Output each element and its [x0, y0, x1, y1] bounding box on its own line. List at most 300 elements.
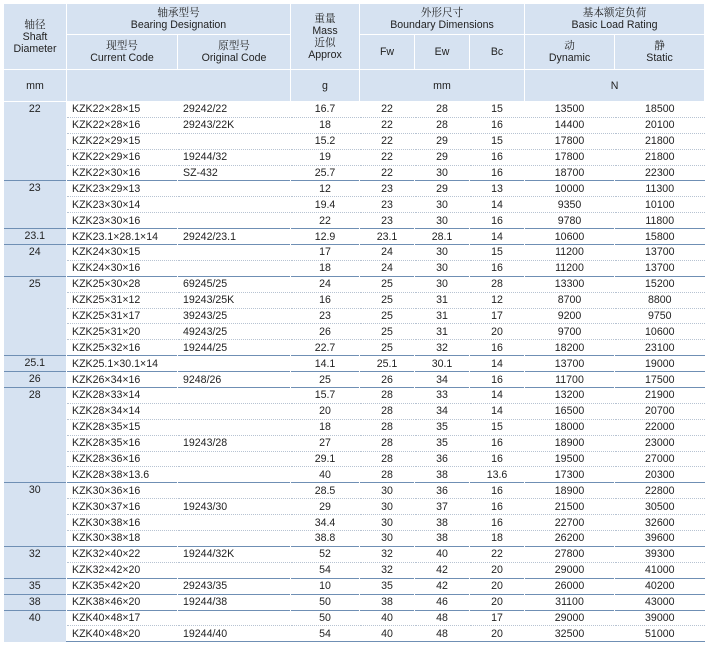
shaft-diameter-cell: 26 — [4, 372, 67, 388]
static-load-cell: 21800 — [615, 149, 705, 165]
table-row — [4, 467, 705, 483]
mass-cell: 29.1 — [291, 451, 360, 467]
table-row — [4, 276, 705, 292]
fw-cell: 30 — [360, 515, 415, 531]
current-code-cell: KZK25×31×20 — [67, 324, 178, 340]
bc-cell: 17 — [470, 610, 525, 626]
ew-cell: 42 — [415, 578, 470, 594]
dynamic-load-cell: 11700 — [525, 372, 615, 388]
dimensions-unit-header: mm — [360, 70, 525, 102]
bc-cell: 14 — [470, 388, 525, 404]
current-code-cell: KZK24×30×15 — [67, 245, 178, 261]
original-code-cell: 19243/30 — [178, 499, 291, 515]
ew-cell: 36 — [415, 451, 470, 467]
ew-cell: 29 — [415, 133, 470, 149]
bc-cell: 16 — [470, 213, 525, 229]
static-load-cell: 8800 — [615, 292, 705, 308]
mass-cell: 22 — [291, 213, 360, 229]
ew-cell: 30 — [415, 165, 470, 181]
fw-cell: 40 — [360, 610, 415, 626]
current-code-cell: KZK28×33×14 — [67, 388, 178, 404]
bc-cell: 16 — [470, 499, 525, 515]
table-row — [4, 515, 705, 531]
dynamic-load-cell: 29000 — [525, 562, 615, 578]
original-code-cell: 19244/32K — [178, 546, 291, 562]
bc-cell: 14 — [470, 229, 525, 245]
mass-cell: 19.4 — [291, 197, 360, 213]
current-code-cell: KZK26×34×16 — [67, 372, 178, 388]
current-code-cell: KZK22×28×16 — [67, 117, 178, 133]
static-load-cell: 11800 — [615, 213, 705, 229]
static-load-cell: 13700 — [615, 260, 705, 276]
ew-cell: 31 — [415, 324, 470, 340]
fw-cell: 28 — [360, 419, 415, 435]
ew-cell: 38 — [415, 515, 470, 531]
current-code-cell: KZK38×46×20 — [67, 594, 178, 610]
mass-cell: 54 — [291, 562, 360, 578]
dynamic-load-cell: 26000 — [525, 578, 615, 594]
original-code-cell — [178, 403, 291, 419]
original-code-cell — [178, 515, 291, 531]
dynamic-load-cell: 14400 — [525, 117, 615, 133]
bc-cell: 12 — [470, 292, 525, 308]
original-code-cell: 19244/32 — [178, 149, 291, 165]
mass-cell: 15.2 — [291, 133, 360, 149]
fw-cell: 28 — [360, 467, 415, 483]
ew-cell: 42 — [415, 562, 470, 578]
ew-cell: 30 — [415, 213, 470, 229]
ew-cell: 29 — [415, 149, 470, 165]
shaft-diameter-cell: 22 — [4, 102, 67, 181]
bc-cell: 16 — [470, 117, 525, 133]
mass-cell: 54 — [291, 626, 360, 642]
boundary-dimensions-header: 外形尺寸 Boundary Dimensions — [360, 4, 525, 35]
table-row — [4, 213, 705, 229]
current-code-cell: KZK25×32×16 — [67, 340, 178, 356]
bc-cell: 17 — [470, 308, 525, 324]
static-load-cell: 39300 — [615, 546, 705, 562]
ew-cell: 31 — [415, 292, 470, 308]
mass-cell: 34.4 — [291, 515, 360, 531]
table-row — [4, 229, 705, 245]
static-load-cell: 23100 — [615, 340, 705, 356]
current-code-cell: KZK23.1×28.1×14 — [67, 229, 178, 245]
mass-unit-header: g — [291, 70, 360, 102]
current-code-cell: KZK35×42×20 — [67, 578, 178, 594]
bc-cell: 16 — [470, 372, 525, 388]
original-code-cell: 39243/25 — [178, 308, 291, 324]
table-row — [4, 403, 705, 419]
original-code-cell: 49243/25 — [178, 324, 291, 340]
shaft-diameter-cell: 25 — [4, 276, 67, 355]
dynamic-load-cell: 13200 — [525, 388, 615, 404]
table-row — [4, 388, 705, 404]
dynamic-load-cell: 26200 — [525, 531, 615, 547]
static-load-cell: 41000 — [615, 562, 705, 578]
mass-header: 重量 Mass 近似 Approx — [291, 4, 360, 70]
static-load-cell: 13700 — [615, 245, 705, 261]
mass-cell: 38.8 — [291, 531, 360, 547]
original-code-cell — [178, 419, 291, 435]
bc-cell: 28 — [470, 276, 525, 292]
original-code-cell — [178, 451, 291, 467]
shaft-diameter-cell: 38 — [4, 594, 67, 610]
dynamic-load-cell: 9700 — [525, 324, 615, 340]
static-load-cell: 43000 — [615, 594, 705, 610]
bc-cell: 16 — [470, 451, 525, 467]
static-load-cell: 11300 — [615, 181, 705, 197]
original-code-cell: 29243/35 — [178, 578, 291, 594]
original-code-cell: SZ-432 — [178, 165, 291, 181]
dynamic-load-cell: 18000 — [525, 419, 615, 435]
shaft-diameter-cell: 35 — [4, 578, 67, 594]
mass-cell: 24 — [291, 276, 360, 292]
mass-cell: 25.7 — [291, 165, 360, 181]
static-load-cell: 23000 — [615, 435, 705, 451]
ew-cell: 34 — [415, 372, 470, 388]
original-code-cell — [178, 562, 291, 578]
dynamic-header: 动 Dynamic — [525, 35, 615, 70]
original-code-cell: 19244/38 — [178, 594, 291, 610]
static-load-cell: 10600 — [615, 324, 705, 340]
dynamic-load-cell: 16500 — [525, 403, 615, 419]
ew-cell: 35 — [415, 419, 470, 435]
fw-cell: 35 — [360, 578, 415, 594]
dynamic-load-cell: 9780 — [525, 213, 615, 229]
current-code-cell: KZK40×48×17 — [67, 610, 178, 626]
original-code-cell: 29242/23.1 — [178, 229, 291, 245]
original-code-cell — [178, 467, 291, 483]
bc-cell: 14 — [470, 197, 525, 213]
original-code-cell — [178, 531, 291, 547]
shaft-diameter-cell: 25.1 — [4, 356, 67, 372]
current-code-cell: KZK25×31×17 — [67, 308, 178, 324]
table-row — [4, 451, 705, 467]
table-body — [4, 102, 705, 642]
shaft-diameter-header: 轴径 Shaft Diameter — [4, 4, 67, 70]
shaft-diameter-cell: 28 — [4, 388, 67, 483]
static-load-cell: 15800 — [615, 229, 705, 245]
original-code-cell — [178, 610, 291, 626]
fw-cell: 38 — [360, 594, 415, 610]
dynamic-load-cell: 31100 — [525, 594, 615, 610]
mass-cell: 19 — [291, 149, 360, 165]
static-load-cell: 21900 — [615, 388, 705, 404]
fw-cell: 23 — [360, 181, 415, 197]
static-load-cell: 10100 — [615, 197, 705, 213]
mass-cell: 26 — [291, 324, 360, 340]
original-code-cell: 69245/25 — [178, 276, 291, 292]
shaft-diameter-cell: 30 — [4, 483, 67, 547]
dynamic-load-cell: 32500 — [525, 626, 615, 642]
fw-cell: 28 — [360, 403, 415, 419]
ew-cell: 28.1 — [415, 229, 470, 245]
original-code-cell — [178, 356, 291, 372]
mass-cell: 17 — [291, 245, 360, 261]
mass-cell: 27 — [291, 435, 360, 451]
mass-cell: 16.7 — [291, 102, 360, 118]
dynamic-load-cell: 9350 — [525, 197, 615, 213]
bearing-spec-table — [3, 3, 705, 642]
mass-cell: 28.5 — [291, 483, 360, 499]
fw-cell: 22 — [360, 102, 415, 118]
bc-cell: 16 — [470, 483, 525, 499]
dynamic-load-cell: 13700 — [525, 356, 615, 372]
bc-header: Bc — [470, 35, 525, 70]
dynamic-load-cell: 10000 — [525, 181, 615, 197]
original-code-cell — [178, 197, 291, 213]
static-load-cell: 9750 — [615, 308, 705, 324]
table-row — [4, 245, 705, 261]
bc-cell: 16 — [470, 435, 525, 451]
mass-cell: 16 — [291, 292, 360, 308]
ew-cell: 30 — [415, 245, 470, 261]
table-row — [4, 292, 705, 308]
table-row — [4, 102, 705, 118]
fw-cell: 30 — [360, 483, 415, 499]
ew-cell: 30 — [415, 197, 470, 213]
original-code-cell: 29243/22K — [178, 117, 291, 133]
original-code-cell — [178, 181, 291, 197]
ew-cell: 28 — [415, 102, 470, 118]
current-code-cell: KZK24×30×16 — [67, 260, 178, 276]
fw-cell: 25 — [360, 324, 415, 340]
current-code-cell: KZK32×40×22 — [67, 546, 178, 562]
dynamic-load-cell: 21500 — [525, 499, 615, 515]
mass-cell: 12 — [291, 181, 360, 197]
bearing-designation-header: 轴承型号 Bearing Designation — [67, 4, 291, 35]
table-row — [4, 531, 705, 547]
mass-cell: 23 — [291, 308, 360, 324]
bc-cell: 16 — [470, 260, 525, 276]
table-row — [4, 340, 705, 356]
original-code-cell — [178, 213, 291, 229]
fw-cell: 26 — [360, 372, 415, 388]
shaft-unit-header: mm — [4, 70, 67, 102]
table-row — [4, 578, 705, 594]
mass-cell: 40 — [291, 467, 360, 483]
bc-cell: 15 — [470, 245, 525, 261]
ew-cell: 33 — [415, 388, 470, 404]
bc-cell: 18 — [470, 531, 525, 547]
ew-cell: 38 — [415, 467, 470, 483]
fw-cell: 22 — [360, 165, 415, 181]
ew-cell: 30.1 — [415, 356, 470, 372]
original-code-cell — [178, 245, 291, 261]
dynamic-load-cell: 18700 — [525, 165, 615, 181]
ew-cell: 32 — [415, 340, 470, 356]
bc-cell: 20 — [470, 562, 525, 578]
bc-cell: 16 — [470, 149, 525, 165]
table-row — [4, 181, 705, 197]
table-row — [4, 626, 705, 642]
static-load-cell: 19000 — [615, 356, 705, 372]
ew-cell: 34 — [415, 403, 470, 419]
static-load-cell: 15200 — [615, 276, 705, 292]
dynamic-load-cell: 27800 — [525, 546, 615, 562]
mass-cell: 10 — [291, 578, 360, 594]
shaft-diameter-cell: 23.1 — [4, 229, 67, 245]
dynamic-load-cell: 17300 — [525, 467, 615, 483]
dynamic-load-cell: 17800 — [525, 133, 615, 149]
static-load-cell: 22000 — [615, 419, 705, 435]
mass-cell: 12.9 — [291, 229, 360, 245]
table-row — [4, 260, 705, 276]
original-code-cell: 29242/22 — [178, 102, 291, 118]
table-row — [4, 483, 705, 499]
shaft-diameter-cell: 40 — [4, 610, 67, 642]
fw-cell: 22 — [360, 149, 415, 165]
current-code-cell: KZK30×38×18 — [67, 531, 178, 547]
shaft-diameter-cell: 32 — [4, 546, 67, 578]
fw-cell: 32 — [360, 562, 415, 578]
original-code-cell — [178, 388, 291, 404]
mass-cell: 22.7 — [291, 340, 360, 356]
bc-cell: 13 — [470, 181, 525, 197]
fw-cell: 25 — [360, 308, 415, 324]
static-load-cell: 39600 — [615, 531, 705, 547]
mass-cell: 50 — [291, 610, 360, 626]
table-row — [4, 419, 705, 435]
static-load-cell: 22800 — [615, 483, 705, 499]
bc-cell: 16 — [470, 515, 525, 531]
bc-cell: 20 — [470, 626, 525, 642]
static-load-cell: 32600 — [615, 515, 705, 531]
current-code-cell: KZK22×29×16 — [67, 149, 178, 165]
bc-cell: 16 — [470, 340, 525, 356]
ew-cell: 38 — [415, 531, 470, 547]
dynamic-load-cell: 13500 — [525, 102, 615, 118]
static-load-cell: 30500 — [615, 499, 705, 515]
ew-cell: 30 — [415, 260, 470, 276]
current-code-cell: KZK28×34×14 — [67, 403, 178, 419]
table-row — [4, 372, 705, 388]
current-code-cell: KZK28×38×13.6 — [67, 467, 178, 483]
static-load-cell: 17500 — [615, 372, 705, 388]
dynamic-load-cell: 9200 — [525, 308, 615, 324]
shaft-diameter-cell: 24 — [4, 245, 67, 277]
fw-cell: 40 — [360, 626, 415, 642]
original-code-header: 原型号 Original Code — [178, 35, 291, 70]
bc-cell: 20 — [470, 324, 525, 340]
mass-cell: 15.7 — [291, 388, 360, 404]
table-row — [4, 546, 705, 562]
ew-header: Ew — [415, 35, 470, 70]
bc-cell: 16 — [470, 165, 525, 181]
static-load-cell: 18500 — [615, 102, 705, 118]
current-code-cell: KZK23×30×16 — [67, 213, 178, 229]
fw-cell: 24 — [360, 260, 415, 276]
fw-cell: 22 — [360, 117, 415, 133]
mass-cell: 18 — [291, 117, 360, 133]
current-code-cell: KZK25.1×30.1×14 — [67, 356, 178, 372]
fw-cell: 25.1 — [360, 356, 415, 372]
fw-cell: 32 — [360, 546, 415, 562]
original-code-cell: 19244/40 — [178, 626, 291, 642]
table-row — [4, 308, 705, 324]
current-code-cell: KZK28×35×16 — [67, 435, 178, 451]
mass-cell: 50 — [291, 594, 360, 610]
table-row — [4, 435, 705, 451]
fw-header: Fw — [360, 35, 415, 70]
static-header: 静 Static — [615, 35, 705, 70]
dynamic-load-cell: 18900 — [525, 483, 615, 499]
bc-cell: 15 — [470, 133, 525, 149]
fw-cell: 30 — [360, 499, 415, 515]
fw-cell: 23.1 — [360, 229, 415, 245]
bc-cell: 20 — [470, 578, 525, 594]
current-code-cell: KZK22×29×15 — [67, 133, 178, 149]
original-code-cell: 19243/25K — [178, 292, 291, 308]
bc-cell: 15 — [470, 419, 525, 435]
current-code-cell: KZK23×30×14 — [67, 197, 178, 213]
fw-cell: 28 — [360, 451, 415, 467]
fw-cell: 22 — [360, 133, 415, 149]
table-row — [4, 324, 705, 340]
mass-cell: 14.1 — [291, 356, 360, 372]
table-row — [4, 197, 705, 213]
ew-cell: 46 — [415, 594, 470, 610]
current-code-cell: KZK22×28×15 — [67, 102, 178, 118]
static-load-cell: 20300 — [615, 467, 705, 483]
dynamic-load-cell: 18200 — [525, 340, 615, 356]
current-code-cell: KZK40×48×20 — [67, 626, 178, 642]
static-load-cell: 21800 — [615, 133, 705, 149]
ew-cell: 40 — [415, 546, 470, 562]
fw-cell: 30 — [360, 531, 415, 547]
original-code-cell: 19244/25 — [178, 340, 291, 356]
ew-cell: 37 — [415, 499, 470, 515]
dynamic-load-cell: 11200 — [525, 260, 615, 276]
dynamic-load-cell: 29000 — [525, 610, 615, 626]
table-row — [4, 149, 705, 165]
table-row — [4, 562, 705, 578]
original-code-cell — [178, 483, 291, 499]
fw-cell: 25 — [360, 292, 415, 308]
dynamic-load-cell: 17800 — [525, 149, 615, 165]
dynamic-load-cell: 11200 — [525, 245, 615, 261]
bc-cell: 13.6 — [470, 467, 525, 483]
ew-cell: 35 — [415, 435, 470, 451]
dynamic-load-cell: 13300 — [525, 276, 615, 292]
ew-cell: 36 — [415, 483, 470, 499]
table-row — [4, 165, 705, 181]
current-code-cell: KZK30×37×16 — [67, 499, 178, 515]
table-row — [4, 610, 705, 626]
current-code-header: 现型号 Current Code — [67, 35, 178, 70]
current-code-cell: KZK32×42×20 — [67, 562, 178, 578]
dynamic-load-cell: 10600 — [525, 229, 615, 245]
fw-cell: 23 — [360, 197, 415, 213]
table-row — [4, 594, 705, 610]
basic-load-rating-header: 基本额定负荷 Basic Load Rating — [525, 4, 705, 35]
dynamic-load-cell: 18900 — [525, 435, 615, 451]
current-code-cell: KZK23×29×13 — [67, 181, 178, 197]
current-code-cell: KZK30×38×16 — [67, 515, 178, 531]
bc-cell: 14 — [470, 356, 525, 372]
static-load-cell: 22300 — [615, 165, 705, 181]
table-row — [4, 356, 705, 372]
current-code-cell: KZK25×30×28 — [67, 276, 178, 292]
bc-cell: 15 — [470, 102, 525, 118]
mass-cell: 25 — [291, 372, 360, 388]
fw-cell: 25 — [360, 276, 415, 292]
mass-cell: 52 — [291, 546, 360, 562]
ew-cell: 28 — [415, 117, 470, 133]
current-code-cell: KZK25×31×12 — [67, 292, 178, 308]
ew-cell: 29 — [415, 181, 470, 197]
ew-cell: 30 — [415, 276, 470, 292]
